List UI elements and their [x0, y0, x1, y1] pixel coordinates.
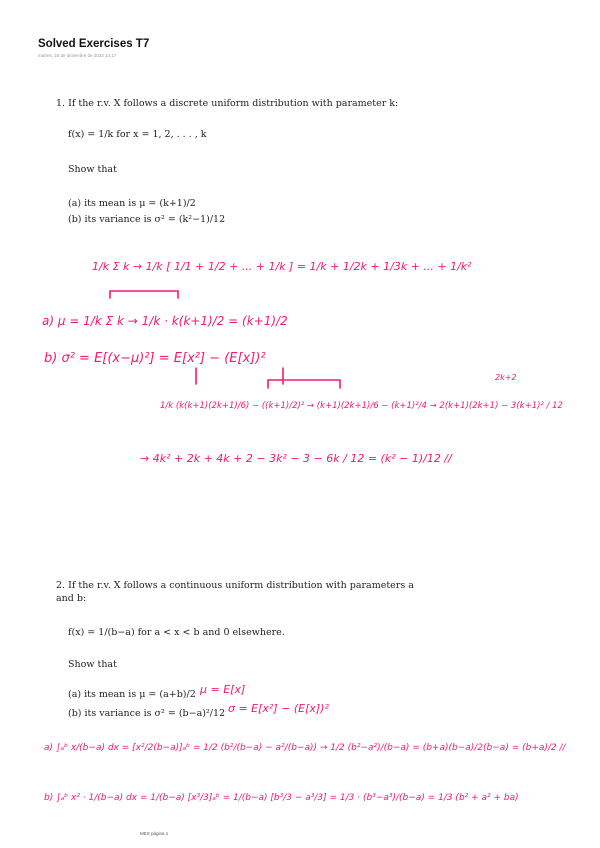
page-title: Solved Exercises T7 [38, 38, 150, 50]
q1-bracket-2 [268, 380, 340, 388]
q2-note-var: σ = E[x²] − (E[x])² [228, 702, 329, 715]
q1-part-b: (b) its variance is σ² = (k²−1)/12 [68, 214, 226, 225]
q2-note-b: b) ∫ₐᵇ x² · 1/(b−a) dx = 1/(b−a) [x³/3]ₐᵇ = 1/(b−a) [b³/3 − a³/3] = 1/3 · (b³−a³)/(b−a) = 1/3 (b² + a² + ba) [44, 793, 519, 803]
q2-statement: 2. If the r.v. X follows a continuous uniform distribution with parameters a and b: [56, 580, 414, 604]
q1-part-a: (a) its mean is μ = (k+1)/2 [68, 198, 196, 209]
q2-show-that: Show that [68, 659, 117, 670]
q1-note-b2: 1/k (k(k+1)(2k+1)/6) − ((k+1)/2)² → (k+1)(2k+1)/6 − (k+1)²/4 → 2(k+1)(2k+1) − 3(k+1)² / 12 [160, 401, 563, 411]
q1-note-line1: 1/k Σ k → 1/k [ 1/1 + 1/2 + ... + 1/k ] = 1/k + 1/2k + 1/3k + ... + 1/k² [92, 260, 472, 273]
q1-note-b3: → 4k² + 2k + 4k + 2 − 3k² − 3 − 6k / 12 = (k² − 1)/12 // [140, 452, 452, 465]
q2-part-a: (a) its mean is μ = (a+b)/2 [68, 689, 196, 700]
q1-bracket [110, 291, 178, 298]
page-date: martes, 26 de diciembre de 2023 14:17 [38, 53, 117, 58]
q2-part-b: (b) its variance is σ² = (b−a)²/12 [68, 708, 226, 719]
q1-note-b1: b) σ² = E[(x−μ)²] = E[x²] − (E[x])² [44, 351, 266, 366]
q1-note-b2-top: 2k+2 [495, 373, 517, 382]
q2-note-a: a) ∫ₐᵇ x/(b−a) dx = [x²/2(b−a)]ₐᵇ = 1/2 (b²/(b−a) − a²/(b−a)) → 1/2 (b²−a²)/(b−a) = (b+a)(b−a)/2(b−a) = (b+a)/2 // [44, 743, 566, 753]
page-footer: MES página 1 [140, 831, 169, 836]
q2-note-mean: μ = E[x] [200, 683, 246, 696]
q2-formula: f(x) = 1/(b−a) for a < x < b and 0 elsewhere. [68, 627, 285, 638]
q1-statement: 1. If the r.v. X follows a discrete uniform distribution with parameter k: [56, 98, 399, 109]
q1-show-that: Show that [68, 164, 117, 175]
q1-formula: f(x) = 1/k for x = 1, 2, . . . , k [68, 129, 207, 140]
q1-note-a: a) μ = 1/k Σ k → 1/k · k(k+1)/2 = (k+1)/2 [42, 314, 288, 328]
